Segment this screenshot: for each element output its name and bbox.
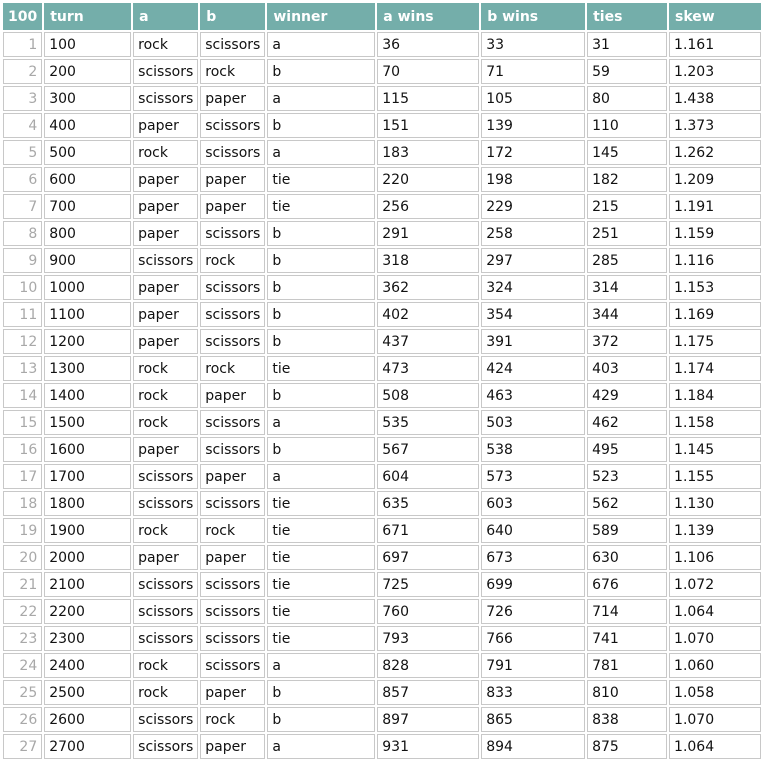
winner-cell[interactable]: b [267, 437, 375, 462]
a-wins-cell[interactable]: 535 [377, 410, 479, 435]
column-header-winner[interactable]: winner [267, 3, 375, 30]
skew-cell[interactable]: 1.184 [669, 383, 761, 408]
row-index-cell: 17 [3, 464, 42, 489]
row-index-cell: 5 [3, 140, 42, 165]
a-wins-cell[interactable]: 220 [377, 167, 479, 192]
row-index-cell: 14 [3, 383, 42, 408]
b-cell[interactable]: rock [200, 59, 265, 84]
winner-cell[interactable]: tie [267, 518, 375, 543]
winner-cell[interactable]: a [267, 32, 375, 57]
row-index-cell: 13 [3, 356, 42, 381]
a-cell[interactable]: paper [133, 437, 198, 462]
ties-cell[interactable]: 314 [587, 275, 667, 300]
a-wins-cell[interactable]: 793 [377, 626, 479, 651]
turn-cell[interactable]: 900 [44, 248, 131, 273]
row-index-cell: 6 [3, 167, 42, 192]
a-wins-cell[interactable]: 508 [377, 383, 479, 408]
skew-cell[interactable]: 1.072 [669, 572, 761, 597]
skew-cell[interactable]: 1.161 [669, 32, 761, 57]
row-index-cell: 4 [3, 113, 42, 138]
b-wins-cell[interactable]: 640 [481, 518, 585, 543]
winner-cell[interactable]: tie [267, 194, 375, 219]
table-row[interactable] [3, 167, 761, 192]
a-wins-cell[interactable]: 931 [377, 734, 479, 759]
skew-cell[interactable]: 1.373 [669, 113, 761, 138]
a-cell[interactable]: scissors [133, 248, 198, 273]
b-cell[interactable]: rock [200, 356, 265, 381]
turn-cell[interactable]: 2400 [44, 653, 131, 678]
ties-cell[interactable]: 630 [587, 545, 667, 570]
b-wins-cell[interactable]: 354 [481, 302, 585, 327]
a-cell[interactable]: rock [133, 356, 198, 381]
row-index-cell: 16 [3, 437, 42, 462]
ties-cell[interactable]: 810 [587, 680, 667, 705]
ties-cell[interactable]: 838 [587, 707, 667, 732]
b-wins-cell[interactable]: 105 [481, 86, 585, 111]
winner-cell[interactable]: b [267, 59, 375, 84]
a-wins-cell[interactable]: 671 [377, 518, 479, 543]
b-cell[interactable]: scissors [200, 140, 265, 165]
table-row[interactable] [3, 302, 761, 327]
ties-cell[interactable]: 562 [587, 491, 667, 516]
turn-cell[interactable]: 2600 [44, 707, 131, 732]
ties-cell[interactable]: 251 [587, 221, 667, 246]
turn-cell[interactable]: 500 [44, 140, 131, 165]
ties-cell[interactable]: 523 [587, 464, 667, 489]
row-index-cell: 19 [3, 518, 42, 543]
skew-cell[interactable]: 1.130 [669, 491, 761, 516]
row-index-cell: 21 [3, 572, 42, 597]
ties-cell[interactable]: 59 [587, 59, 667, 84]
a-wins-cell[interactable]: 828 [377, 653, 479, 678]
b-wins-cell[interactable]: 673 [481, 545, 585, 570]
turn-cell[interactable]: 100 [44, 32, 131, 57]
table-row[interactable] [3, 356, 761, 381]
b-wins-cell[interactable]: 391 [481, 329, 585, 354]
row-index-cell: 2 [3, 59, 42, 84]
turn-cell[interactable]: 1000 [44, 275, 131, 300]
winner-cell[interactable]: a [267, 653, 375, 678]
a-cell[interactable]: rock [133, 410, 198, 435]
ties-cell[interactable]: 80 [587, 86, 667, 111]
b-cell[interactable]: paper [200, 464, 265, 489]
b-wins-cell[interactable]: 33 [481, 32, 585, 57]
b-wins-cell[interactable]: 503 [481, 410, 585, 435]
b-wins-cell[interactable]: 139 [481, 113, 585, 138]
ties-cell[interactable]: 145 [587, 140, 667, 165]
winner-cell[interactable]: b [267, 329, 375, 354]
b-cell[interactable]: paper [200, 734, 265, 759]
table-row[interactable] [3, 491, 761, 516]
table-row[interactable] [3, 545, 761, 570]
table-row[interactable] [3, 329, 761, 354]
b-cell[interactable]: scissors [200, 491, 265, 516]
turn-cell[interactable]: 2700 [44, 734, 131, 759]
skew-cell[interactable]: 1.155 [669, 464, 761, 489]
table-row[interactable] [3, 32, 761, 57]
b-cell[interactable]: paper [200, 383, 265, 408]
b-cell[interactable]: scissors [200, 302, 265, 327]
ties-cell[interactable]: 344 [587, 302, 667, 327]
table-row[interactable] [3, 140, 761, 165]
ties-cell[interactable]: 429 [587, 383, 667, 408]
winner-cell[interactable]: a [267, 140, 375, 165]
a-wins-cell[interactable]: 697 [377, 545, 479, 570]
a-wins-cell[interactable]: 473 [377, 356, 479, 381]
a-cell[interactable]: paper [133, 275, 198, 300]
skew-cell[interactable]: 1.139 [669, 518, 761, 543]
ties-cell[interactable]: 215 [587, 194, 667, 219]
winner-cell[interactable]: a [267, 86, 375, 111]
b-wins-cell[interactable]: 324 [481, 275, 585, 300]
a-wins-cell[interactable]: 857 [377, 680, 479, 705]
row-index-cell: 1 [3, 32, 42, 57]
row-index-cell: 22 [3, 599, 42, 624]
turn-cell[interactable]: 400 [44, 113, 131, 138]
a-wins-cell[interactable]: 115 [377, 86, 479, 111]
table-row[interactable] [3, 410, 761, 435]
b-wins-cell[interactable]: 726 [481, 599, 585, 624]
skew-cell[interactable]: 1.262 [669, 140, 761, 165]
a-cell[interactable]: paper [133, 113, 198, 138]
a-wins-cell[interactable]: 36 [377, 32, 479, 57]
a-wins-cell[interactable]: 362 [377, 275, 479, 300]
turn-cell[interactable]: 1700 [44, 464, 131, 489]
b-wins-cell[interactable]: 894 [481, 734, 585, 759]
table-row[interactable] [3, 518, 761, 543]
b-wins-cell[interactable]: 603 [481, 491, 585, 516]
skew-cell[interactable]: 1.060 [669, 653, 761, 678]
column-header-turn[interactable]: turn [44, 3, 131, 30]
a-wins-cell[interactable]: 256 [377, 194, 479, 219]
column-header-a-wins[interactable]: a wins [377, 3, 479, 30]
b-wins-cell[interactable]: 463 [481, 383, 585, 408]
a-wins-cell[interactable]: 318 [377, 248, 479, 273]
header-row [3, 3, 761, 30]
table-row[interactable] [3, 653, 761, 678]
winner-cell[interactable]: a [267, 734, 375, 759]
table-row[interactable] [3, 86, 761, 111]
winner-cell[interactable]: tie [267, 167, 375, 192]
winner-cell[interactable]: b [267, 680, 375, 705]
table-header [3, 3, 761, 30]
a-cell[interactable]: rock [133, 383, 198, 408]
a-wins-cell[interactable]: 604 [377, 464, 479, 489]
a-wins-cell[interactable]: 291 [377, 221, 479, 246]
row-index-cell: 24 [3, 653, 42, 678]
ties-cell[interactable]: 875 [587, 734, 667, 759]
row-index-cell: 7 [3, 194, 42, 219]
winner-cell[interactable]: a [267, 410, 375, 435]
winner-cell[interactable]: b [267, 248, 375, 273]
a-cell[interactable]: scissors [133, 491, 198, 516]
a-wins-cell[interactable]: 760 [377, 599, 479, 624]
b-wins-cell[interactable]: 297 [481, 248, 585, 273]
a-cell[interactable]: paper [133, 329, 198, 354]
turn-cell[interactable]: 200 [44, 59, 131, 84]
turn-cell[interactable]: 1800 [44, 491, 131, 516]
row-index-cell: 11 [3, 302, 42, 327]
skew-cell[interactable]: 1.145 [669, 437, 761, 462]
a-wins-cell[interactable]: 897 [377, 707, 479, 732]
turn-cell[interactable]: 2300 [44, 626, 131, 651]
winner-cell[interactable]: tie [267, 491, 375, 516]
b-cell[interactable]: rock [200, 518, 265, 543]
row-count-header[interactable]: 100 [3, 3, 42, 30]
a-cell[interactable]: scissors [133, 734, 198, 759]
column-header-a[interactable]: a [133, 3, 198, 30]
a-cell[interactable]: rock [133, 518, 198, 543]
table-row[interactable] [3, 275, 761, 300]
skew-cell[interactable]: 1.203 [669, 59, 761, 84]
table-row[interactable] [3, 248, 761, 273]
skew-cell[interactable]: 1.438 [669, 86, 761, 111]
b-cell[interactable]: scissors [200, 329, 265, 354]
ties-cell[interactable]: 31 [587, 32, 667, 57]
results-table [1, 1, 763, 761]
a-cell[interactable]: paper [133, 194, 198, 219]
b-wins-cell[interactable]: 699 [481, 572, 585, 597]
winner-cell[interactable]: b [267, 383, 375, 408]
turn-cell[interactable]: 2200 [44, 599, 131, 624]
a-cell[interactable]: scissors [133, 464, 198, 489]
turn-cell[interactable]: 1200 [44, 329, 131, 354]
turn-cell[interactable]: 2100 [44, 572, 131, 597]
skew-cell[interactable]: 1.191 [669, 194, 761, 219]
ties-cell[interactable]: 403 [587, 356, 667, 381]
a-wins-cell[interactable]: 151 [377, 113, 479, 138]
b-wins-cell[interactable]: 172 [481, 140, 585, 165]
row-index-cell: 3 [3, 86, 42, 111]
a-cell[interactable]: paper [133, 221, 198, 246]
winner-cell[interactable]: b [267, 302, 375, 327]
b-cell[interactable]: scissors [200, 437, 265, 462]
a-cell[interactable]: rock [133, 680, 198, 705]
a-cell[interactable]: scissors [133, 626, 198, 651]
a-cell[interactable]: scissors [133, 572, 198, 597]
table-row[interactable] [3, 437, 761, 462]
b-cell[interactable]: scissors [200, 113, 265, 138]
turn-cell[interactable]: 1900 [44, 518, 131, 543]
ties-cell[interactable]: 741 [587, 626, 667, 651]
row-index-cell: 15 [3, 410, 42, 435]
b-cell[interactable]: scissors [200, 572, 265, 597]
row-index-cell: 12 [3, 329, 42, 354]
skew-cell[interactable]: 1.070 [669, 707, 761, 732]
turn-cell[interactable]: 600 [44, 167, 131, 192]
b-cell[interactable]: paper [200, 545, 265, 570]
skew-cell[interactable]: 1.169 [669, 302, 761, 327]
a-wins-cell[interactable]: 567 [377, 437, 479, 462]
skew-cell[interactable]: 1.064 [669, 599, 761, 624]
skew-cell[interactable]: 1.153 [669, 275, 761, 300]
table-row[interactable] [3, 707, 761, 732]
table-body [3, 32, 761, 759]
a-wins-cell[interactable]: 183 [377, 140, 479, 165]
a-wins-cell[interactable]: 437 [377, 329, 479, 354]
turn-cell[interactable]: 1600 [44, 437, 131, 462]
row-index-cell: 18 [3, 491, 42, 516]
turn-cell[interactable]: 800 [44, 221, 131, 246]
a-wins-cell[interactable]: 725 [377, 572, 479, 597]
skew-cell[interactable]: 1.064 [669, 734, 761, 759]
skew-cell[interactable]: 1.070 [669, 626, 761, 651]
ties-cell[interactable]: 110 [587, 113, 667, 138]
b-cell[interactable]: paper [200, 86, 265, 111]
a-cell[interactable]: scissors [133, 707, 198, 732]
turn-cell[interactable]: 1100 [44, 302, 131, 327]
skew-cell[interactable]: 1.159 [669, 221, 761, 246]
a-cell[interactable]: scissors [133, 86, 198, 111]
table-row[interactable] [3, 626, 761, 651]
a-cell[interactable]: rock [133, 653, 198, 678]
ties-cell[interactable]: 462 [587, 410, 667, 435]
winner-cell[interactable]: b [267, 113, 375, 138]
b-wins-cell[interactable]: 573 [481, 464, 585, 489]
winner-cell[interactable]: tie [267, 572, 375, 597]
winner-cell[interactable]: b [267, 707, 375, 732]
ties-cell[interactable]: 676 [587, 572, 667, 597]
b-cell[interactable]: paper [200, 680, 265, 705]
skew-cell[interactable]: 1.116 [669, 248, 761, 273]
b-cell[interactable]: scissors [200, 653, 265, 678]
a-cell[interactable]: scissors [133, 599, 198, 624]
row-index-cell: 10 [3, 275, 42, 300]
table-row[interactable] [3, 572, 761, 597]
b-cell[interactable]: paper [200, 194, 265, 219]
table-row[interactable] [3, 464, 761, 489]
row-index-cell: 26 [3, 707, 42, 732]
row-index-cell: 25 [3, 680, 42, 705]
winner-cell[interactable]: a [267, 464, 375, 489]
b-wins-cell[interactable]: 865 [481, 707, 585, 732]
row-index-cell: 20 [3, 545, 42, 570]
b-wins-cell[interactable]: 71 [481, 59, 585, 84]
turn-cell[interactable]: 2000 [44, 545, 131, 570]
b-wins-cell[interactable]: 424 [481, 356, 585, 381]
ties-cell[interactable]: 589 [587, 518, 667, 543]
column-header-b[interactable]: b [200, 3, 265, 30]
b-cell[interactable]: scissors [200, 599, 265, 624]
winner-cell[interactable]: b [267, 221, 375, 246]
row-index-cell: 23 [3, 626, 42, 651]
turn-cell[interactable]: 700 [44, 194, 131, 219]
skew-cell[interactable]: 1.158 [669, 410, 761, 435]
skew-cell[interactable]: 1.106 [669, 545, 761, 570]
ties-cell[interactable]: 714 [587, 599, 667, 624]
table-row[interactable] [3, 680, 761, 705]
table-row[interactable] [3, 383, 761, 408]
skew-cell[interactable]: 1.209 [669, 167, 761, 192]
winner-cell[interactable]: tie [267, 626, 375, 651]
column-header-ties[interactable]: ties [587, 3, 667, 30]
a-wins-cell[interactable]: 70 [377, 59, 479, 84]
turn-cell[interactable]: 1300 [44, 356, 131, 381]
b-wins-cell[interactable]: 538 [481, 437, 585, 462]
row-index-cell: 8 [3, 221, 42, 246]
turn-cell[interactable]: 2500 [44, 680, 131, 705]
turn-cell[interactable]: 1500 [44, 410, 131, 435]
table-row[interactable] [3, 113, 761, 138]
skew-cell[interactable]: 1.174 [669, 356, 761, 381]
a-cell[interactable]: rock [133, 140, 198, 165]
b-cell[interactable]: scissors [200, 275, 265, 300]
winner-cell[interactable]: tie [267, 599, 375, 624]
b-cell[interactable]: scissors [200, 221, 265, 246]
b-cell[interactable]: paper [200, 167, 265, 192]
a-cell[interactable]: paper [133, 545, 198, 570]
turn-cell[interactable]: 1400 [44, 383, 131, 408]
b-wins-cell[interactable]: 766 [481, 626, 585, 651]
turn-cell[interactable]: 300 [44, 86, 131, 111]
row-index-cell: 9 [3, 248, 42, 273]
ties-cell[interactable]: 182 [587, 167, 667, 192]
a-cell[interactable]: scissors [133, 59, 198, 84]
a-cell[interactable]: paper [133, 167, 198, 192]
a-wins-cell[interactable]: 635 [377, 491, 479, 516]
row-index-cell: 27 [3, 734, 42, 759]
b-cell[interactable]: scissors [200, 410, 265, 435]
ties-cell[interactable]: 495 [587, 437, 667, 462]
winner-cell[interactable]: tie [267, 356, 375, 381]
winner-cell[interactable]: b [267, 275, 375, 300]
b-wins-cell[interactable]: 229 [481, 194, 585, 219]
skew-cell[interactable]: 1.058 [669, 680, 761, 705]
b-cell[interactable]: rock [200, 707, 265, 732]
a-cell[interactable]: rock [133, 32, 198, 57]
table-row[interactable] [3, 194, 761, 219]
table-row[interactable] [3, 734, 761, 759]
column-header-b-wins[interactable]: b wins [481, 3, 585, 30]
b-wins-cell[interactable]: 833 [481, 680, 585, 705]
winner-cell[interactable]: tie [267, 545, 375, 570]
ties-cell[interactable]: 285 [587, 248, 667, 273]
b-wins-cell[interactable]: 198 [481, 167, 585, 192]
skew-cell[interactable]: 1.175 [669, 329, 761, 354]
b-wins-cell[interactable]: 791 [481, 653, 585, 678]
table-row[interactable] [3, 221, 761, 246]
column-header-skew[interactable]: skew [669, 3, 761, 30]
a-cell[interactable]: paper [133, 302, 198, 327]
b-cell[interactable]: scissors [200, 626, 265, 651]
b-cell[interactable]: rock [200, 248, 265, 273]
table-row[interactable] [3, 599, 761, 624]
a-wins-cell[interactable]: 402 [377, 302, 479, 327]
table-row[interactable] [3, 59, 761, 84]
b-cell[interactable]: scissors [200, 32, 265, 57]
b-wins-cell[interactable]: 258 [481, 221, 585, 246]
ties-cell[interactable]: 372 [587, 329, 667, 354]
ties-cell[interactable]: 781 [587, 653, 667, 678]
